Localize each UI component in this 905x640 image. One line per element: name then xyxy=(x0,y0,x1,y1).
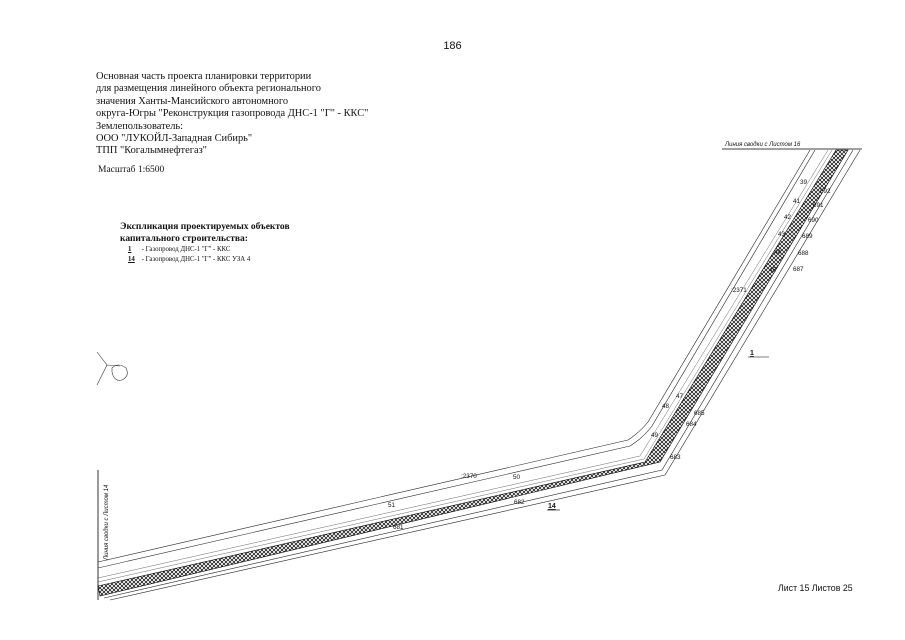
lower-point-label: 691 xyxy=(813,202,824,209)
upper-point-label: 39 xyxy=(800,179,808,186)
upper-point-label: 47 xyxy=(676,393,684,400)
legend-title: капитального строительства: xyxy=(120,233,248,244)
corridor-outer-line xyxy=(104,150,853,598)
object-code-1: 1 xyxy=(750,350,754,357)
header-line: ТПП "Когалымнефтегаз" xyxy=(96,145,207,157)
pipeline-hatched-zone xyxy=(98,150,848,596)
upper-point-label: 41 xyxy=(793,198,801,205)
match-line-left-label: Линия сводки с Листом 14 xyxy=(104,484,110,560)
upper-point-label: 43 xyxy=(778,231,786,238)
upper-point-label: 45 xyxy=(769,267,777,274)
corridor-outer-line xyxy=(98,150,810,562)
header-line: значения Ханты-Мансийского автономного xyxy=(96,95,289,107)
lower-point-label: 684 xyxy=(686,421,697,428)
lower-point-label: 690 xyxy=(808,217,819,224)
lower-point-label: 683 xyxy=(670,454,681,461)
object-code-14: 14 xyxy=(548,503,556,510)
header-line: для размещения линейного объекта регионального xyxy=(96,83,321,95)
legend-item-code: 1 xyxy=(128,246,132,253)
lower-point-label: 682 xyxy=(514,499,525,506)
upper-point-label: 51 xyxy=(388,502,396,509)
upper-point-label: 50 xyxy=(513,474,521,481)
lower-point-label: 689 xyxy=(802,233,813,240)
lower-point-label: 687 xyxy=(793,266,804,273)
parcel-label: :2371 xyxy=(731,287,747,294)
page-number: 186 xyxy=(443,40,462,52)
header-line: Землепользователь: xyxy=(96,120,184,132)
legend-item-text: - Газопровод ДНС-1 "Г" - ККС УЗА 4 xyxy=(141,256,251,263)
upper-point-label: 48 xyxy=(662,403,670,410)
sheet-info: Лист 15 Листов 25 xyxy=(778,583,853,593)
sketch-mark xyxy=(97,352,127,385)
header-line: ООО "ЛУКОЙЛ-Западная Сибирь" xyxy=(96,133,253,145)
lower-point-label: 692 xyxy=(820,188,831,195)
lower-point-label: 685 xyxy=(694,410,705,417)
legend-item-text: - Газопровод ДНС-1 "Г" - ККС xyxy=(141,246,231,253)
lower-point-label: 688 xyxy=(798,250,809,257)
match-line-top-label: Линия сводки с Листом 16 xyxy=(725,142,801,148)
header-line: Основная часть проекта планировки территории xyxy=(96,71,312,82)
header-line: округа-Югры "Реконструкция газопровода ДНС-1 "Г" - ККС" xyxy=(96,108,369,120)
corridor-inner-line xyxy=(98,150,832,582)
legend-item-code: 14 xyxy=(128,256,135,263)
upper-point-label: 42 xyxy=(784,214,792,221)
map-scale: Масштаб 1:6500 xyxy=(98,165,165,175)
parcel-label: :2370 xyxy=(461,473,477,480)
lower-point-label: 681 xyxy=(393,524,404,531)
upper-point-label: 44 xyxy=(774,249,782,256)
legend-title: Экспликация проектируемых объектов xyxy=(120,222,290,232)
upper-point-label: 49 xyxy=(651,432,659,439)
corridor-outer-line xyxy=(110,150,860,600)
